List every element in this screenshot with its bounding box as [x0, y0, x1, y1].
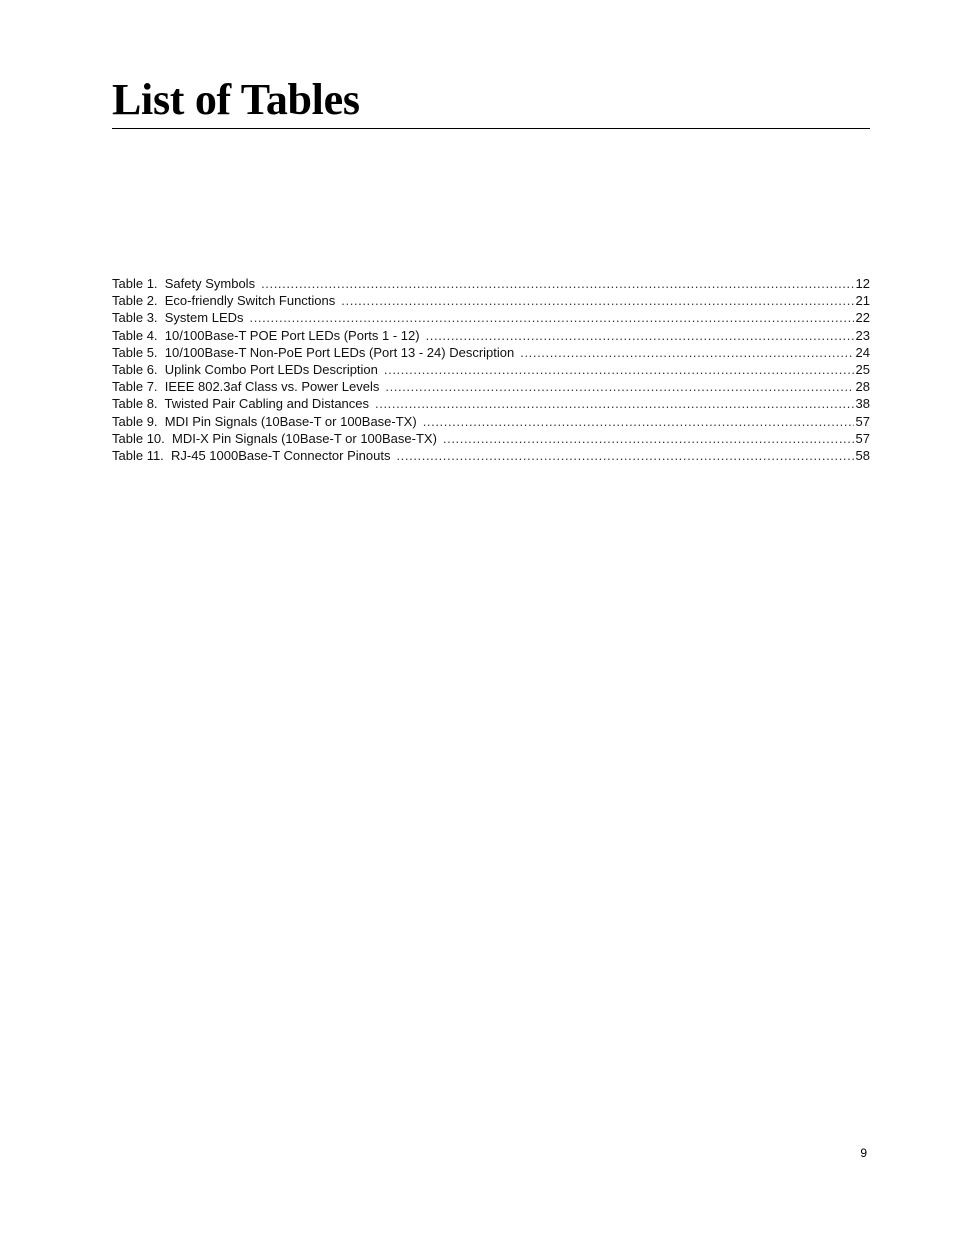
toc-entry-label: Table 8. Twisted Pair Cabling and Distances: [112, 396, 370, 412]
toc-entry-page: 23: [855, 327, 870, 343]
toc-entry-label: Table 3. System LEDs: [112, 310, 244, 326]
dot-leader: [423, 413, 854, 430]
toc-entry-label: Table 5. 10/100Base-T Non-PoE Port LEDs (Port 13 - 24) Description: [112, 344, 515, 360]
dot-leader: [261, 275, 853, 292]
toc-entry-page: 57: [855, 413, 870, 429]
dot-leader: [426, 327, 854, 344]
dot-leader: [396, 447, 853, 464]
toc-entry-label: Table 7. IEEE 802.3af Class vs. Power Levels: [112, 379, 380, 395]
toc-entry-page: 21: [855, 293, 870, 309]
toc-entry-label: Table 11. RJ-45 1000Base-T Connector Pinouts: [112, 447, 391, 463]
toc-entry-page: 28: [855, 379, 870, 395]
toc-entry-table-2[interactable]: [112, 292, 870, 309]
toc-entry-label: Table 1. Safety Symbols: [112, 276, 256, 291]
dot-leader: [250, 309, 854, 326]
dot-leader: [385, 378, 853, 395]
list-of-tables: [112, 275, 870, 464]
toc-entry-page: 57: [855, 430, 870, 446]
dot-leader: [375, 395, 854, 412]
toc-entry-label: Table 10. MDI-X Pin Signals (10Base-T or 100Base-TX): [112, 430, 437, 446]
toc-entry-table-8[interactable]: [112, 395, 870, 412]
dot-leader: [341, 292, 853, 309]
toc-entry-table-11[interactable]: [112, 447, 870, 464]
toc-entry-table-10[interactable]: [112, 430, 870, 447]
title-rule: [112, 128, 870, 129]
toc-entry-page: 58: [855, 447, 870, 463]
toc-entry-table-5[interactable]: [112, 344, 870, 361]
toc-entry-page: 22: [855, 310, 870, 326]
toc-entry-table-9[interactable]: [112, 413, 870, 430]
dot-leader: [443, 430, 854, 447]
toc-entry-label: Table 6. Uplink Combo Port LEDs Description: [112, 361, 378, 377]
toc-entry-table-1[interactable]: [112, 275, 870, 292]
page-title: List of Tables: [112, 75, 360, 124]
toc-entry-page: 25: [855, 361, 870, 377]
toc-entry-page: 12: [855, 276, 870, 291]
dot-leader: [520, 344, 853, 361]
page-number: 9: [860, 1146, 867, 1160]
toc-entry-table-7[interactable]: [112, 378, 870, 395]
toc-entry-table-4[interactable]: [112, 327, 870, 344]
toc-entry-label: Table 2. Eco-friendly Switch Functions: [112, 293, 336, 309]
toc-entry-label: Table 9. MDI Pin Signals (10Base-T or 100Base-TX): [112, 413, 417, 429]
toc-entry-page: 38: [855, 396, 870, 412]
toc-entry-table-3[interactable]: [112, 309, 870, 326]
toc-entry-page: 24: [855, 344, 870, 360]
toc-entry-label: Table 4. 10/100Base-T POE Port LEDs (Ports 1 - 12): [112, 327, 420, 343]
toc-entry-table-6[interactable]: [112, 361, 870, 378]
dot-leader: [384, 361, 854, 378]
